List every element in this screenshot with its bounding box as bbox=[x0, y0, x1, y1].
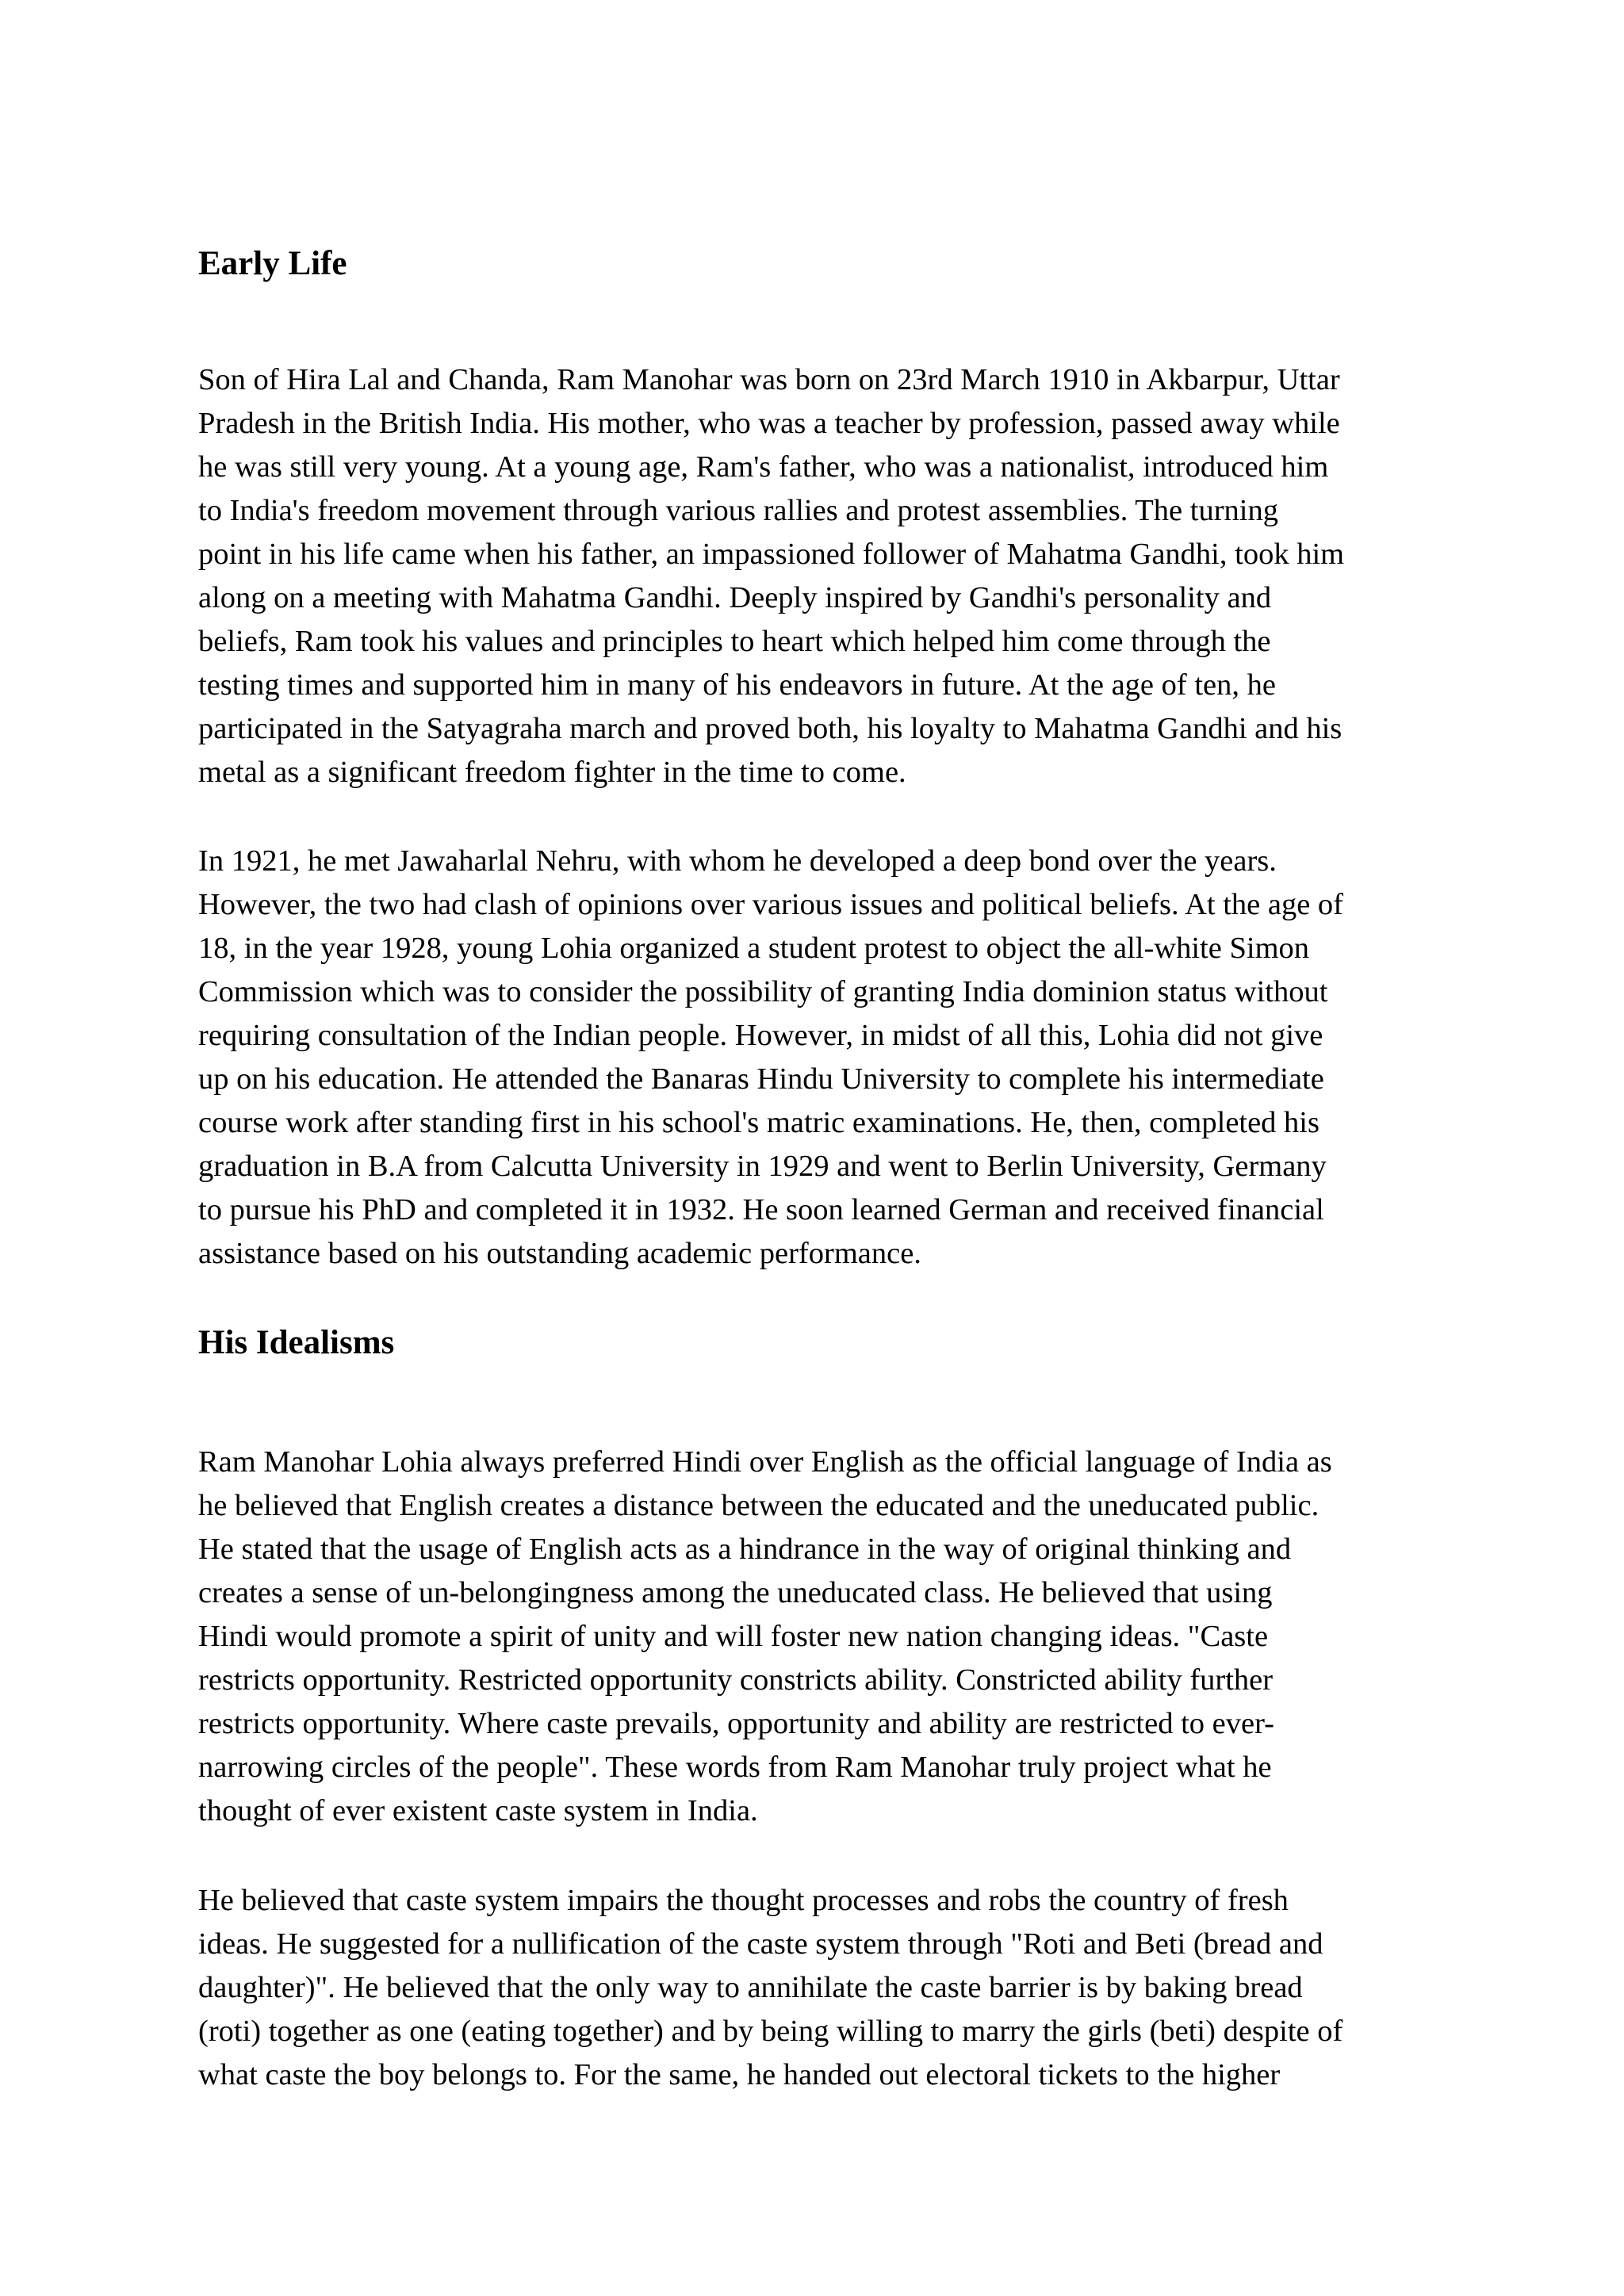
text-line: testing times and supported him in many of his endeavors in future. At the age of ten, he bbox=[198, 668, 1276, 702]
section-heading-his-idealisms: His Idealisms bbox=[198, 1324, 395, 1361]
text-line: what caste the boy belongs to. For the same, he handed out electoral tickets to the higher bbox=[198, 2058, 1281, 2091]
text-line: participated in the Satyagraha march and proved both, his loyalty to Mahatma Gandhi and his bbox=[198, 712, 1342, 745]
text-line: In 1921, he met Jawaharlal Nehru, with whom he developed a deep bond over the years. bbox=[198, 844, 1277, 878]
text-line: Pradesh in the British India. His mother, who was a teacher by profession, passed away while bbox=[198, 407, 1340, 440]
text-line: restricts opportunity. Where caste prevails, opportunity and ability are restricted to ever- bbox=[198, 1707, 1274, 1740]
text-line: daughter)". He believed that the only way to annihilate the caste barrier is by baking bread bbox=[198, 1971, 1303, 2004]
text-line: point in his life came when his father, an impassioned follower of Mahatma Gandhi, took him bbox=[198, 538, 1345, 571]
text-line: beliefs, Ram took his values and principles to heart which helped him come through the bbox=[198, 625, 1271, 658]
text-line: requiring consultation of the Indian people. However, in midst of all this, Lohia did not give bbox=[198, 1019, 1323, 1052]
text-line: thought of ever existent caste system in India. bbox=[198, 1794, 758, 1827]
text-line: Son of Hira Lal and Chanda, Ram Manohar was born on 23rd March 1910 in Akbarpur, Uttar bbox=[198, 363, 1340, 396]
text-line: course work after standing first in his school's matric examinations. He, then, completed his bbox=[198, 1106, 1320, 1139]
text-line: ideas. He suggested for a nullification of the caste system through "Roti and Beti (bread and bbox=[198, 1927, 1323, 1961]
text-line: Hindi would promote a spirit of unity and will foster new nation changing ideas. "Caste bbox=[198, 1620, 1269, 1653]
text-line: creates a sense of un-belongingness among the uneducated class. He believed that using bbox=[198, 1576, 1273, 1609]
text-line: graduation in B.A from Calcutta University in 1929 and went to Berlin University, Germany bbox=[198, 1150, 1327, 1183]
text-line: 18, in the year 1928, young Lohia organized a student protest to object the all-white Simon bbox=[198, 932, 1310, 965]
text-line: assistance based on his outstanding academic performance. bbox=[198, 1237, 921, 1270]
text-line: up on his education. He attended the Banaras Hindu University to complete his intermediate bbox=[198, 1062, 1324, 1096]
text-line: He believed that caste system impairs the thought processes and robs the country of fresh bbox=[198, 1884, 1289, 1917]
text-line: (roti) together as one (eating together) and by being willing to marry the girls (beti) despite of bbox=[198, 2015, 1343, 2048]
text-line: Commission which was to consider the possibility of granting India dominion status without bbox=[198, 975, 1328, 1008]
text-line: narrowing circles of the people". These words from Ram Manohar truly project what he bbox=[198, 1751, 1272, 1784]
text-line: he was still very young. At a young age, Ram's father, who was a nationalist, introduced him bbox=[198, 450, 1329, 484]
text-line: he believed that English creates a distance between the educated and the uneducated public. bbox=[198, 1489, 1320, 1522]
text-line: restricts opportunity. Restricted opportunity constricts ability. Constricted ability further bbox=[198, 1663, 1274, 1697]
text-line: However, the two had clash of opinions over various issues and political beliefs. At the age of bbox=[198, 888, 1343, 921]
paragraph-early-life-1 bbox=[198, 358, 1443, 794]
text-line: to India's freedom movement through various rallies and protest assemblies. The turning bbox=[198, 494, 1278, 527]
text-line: along on a meeting with Mahatma Gandhi. Deeply inspired by Gandhi's personality and bbox=[198, 581, 1272, 614]
section-heading-early-life: Early Life bbox=[198, 245, 347, 282]
paragraph-idealisms-2 bbox=[198, 1879, 1443, 2097]
text-line: metal as a significant freedom fighter in the time to come. bbox=[198, 756, 906, 789]
text-line: Ram Manohar Lohia always preferred Hindi over English as the official language of India as bbox=[198, 1445, 1332, 1479]
text-line: He stated that the usage of English acts as a hindrance in the way of original thinking and bbox=[198, 1533, 1292, 1566]
text-line: to pursue his PhD and completed it in 1932. He soon learned German and received financial bbox=[198, 1193, 1324, 1226]
paragraph-idealisms-1 bbox=[198, 1441, 1443, 1833]
paragraph-early-life-2 bbox=[198, 840, 1443, 1276]
